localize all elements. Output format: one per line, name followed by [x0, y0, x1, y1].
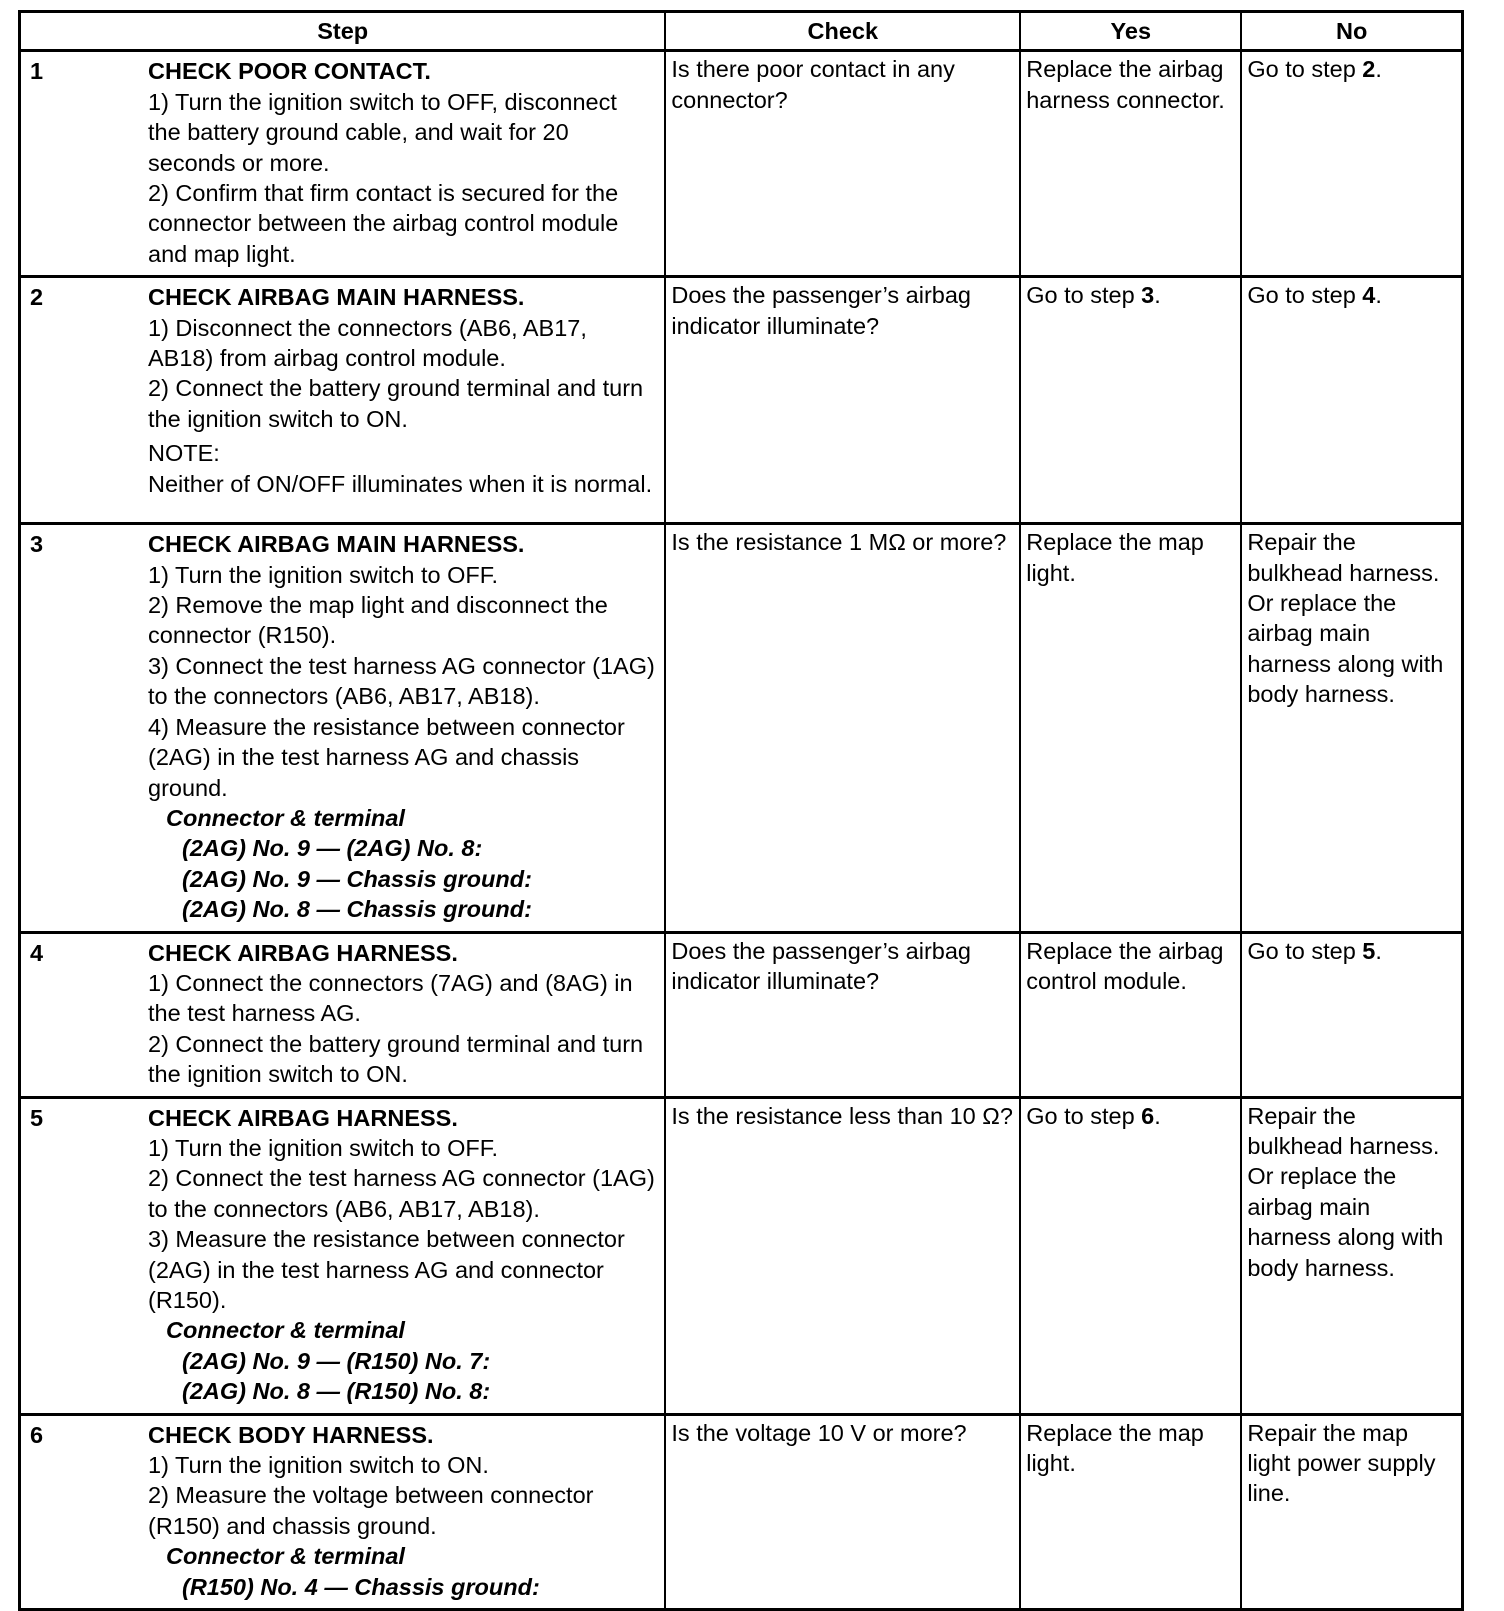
check-cell: Is there poor contact in any connector?: [665, 51, 1020, 277]
yes-cell: [1020, 277, 1241, 524]
connector-terminal-item: (2AG) No. 8 — Chassis ground:: [182, 896, 532, 923]
yes-prefix: Go to step: [1026, 1102, 1142, 1129]
step-cell: [20, 524, 666, 932]
step-instruction: 1) Turn the ignition switch to OFF.: [148, 561, 499, 588]
connector-terminal-item: (2AG) No. 9 — (2AG) No. 8:: [182, 835, 483, 862]
header-check: Check: [665, 12, 1020, 51]
no-prefix: Go to step: [1247, 282, 1363, 309]
no-cell: [1241, 932, 1462, 1097]
step-instruction: 1) Connect the connectors (7AG) and (8AG) in the test harness AG.: [148, 969, 633, 1027]
header-no: No: [1241, 12, 1462, 51]
connector-terminal-heading: Connector & terminal: [166, 1317, 405, 1344]
step-ref: 2: [1362, 56, 1376, 83]
step-number: 4: [30, 939, 44, 966]
step-instruction: 4) Measure the resistance between connector (2AG) in the test harness AG and chassis ground.: [148, 713, 625, 801]
step-instruction: 2) Measure the voltage between connector (R150) and chassis ground.: [148, 1482, 594, 1539]
connector-terminal-item: (R150) No. 4 — Chassis ground:: [182, 1573, 540, 1600]
step-ref: 5: [1362, 937, 1376, 964]
step-cell: [20, 1414, 666, 1609]
no-cell: Repair the bulkhead harness. Or replace the airbag main harness along with body harness.: [1241, 524, 1462, 932]
no-cell: [1241, 51, 1462, 277]
connector-terminal-item: (2AG) No. 8 — (R150) No. 8:: [182, 1378, 491, 1405]
step-instruction: 3) Connect the test harness AG connector (1AG) to the connectors (AB6, AB17, AB18).: [148, 652, 655, 710]
connector-terminal-heading: Connector & terminal: [166, 804, 405, 831]
connector-terminal-item: (2AG) No. 9 — Chassis ground:: [182, 865, 532, 892]
note-text: Neither of ON/OFF illuminates when it is normal.: [148, 470, 653, 497]
step-cell: [20, 1097, 666, 1414]
table-row: [20, 932, 1463, 1097]
step-cell: [20, 277, 666, 524]
step-cell: [20, 51, 666, 277]
connector-terminal-heading: Connector & terminal: [166, 1543, 405, 1570]
yes-cell: Replace the map light.: [1020, 524, 1241, 932]
header-step: Step: [20, 12, 666, 51]
check-cell: Is the resistance less than 10 Ω?: [665, 1097, 1020, 1414]
step-cell: [20, 932, 666, 1097]
step-instruction: 2) Confirm that firm contact is secured for the connector between the airbag control module and map light.: [148, 180, 619, 267]
table-row: [20, 1414, 1463, 1609]
no-prefix: Go to step: [1247, 56, 1363, 83]
no-suffix: .: [1375, 937, 1382, 964]
step-instruction: 2) Remove the map light and disconnect the connector (R150).: [148, 592, 608, 649]
step-ref: 3: [1141, 282, 1155, 309]
step-number: 6: [30, 1421, 44, 1448]
header-row: [20, 12, 1463, 51]
step-title: CHECK POOR CONTACT.: [148, 58, 431, 85]
table-row: [20, 51, 1463, 277]
check-cell: Is the voltage 10 V or more?: [665, 1414, 1020, 1609]
yes-cell: Replace the airbag harness connector.: [1020, 51, 1241, 277]
table-row: [20, 1097, 1463, 1414]
check-cell: Does the passenger’s airbag indicator illuminate?: [665, 277, 1020, 524]
step-title: CHECK AIRBAG MAIN HARNESS.: [148, 531, 525, 558]
step-title: CHECK AIRBAG MAIN HARNESS.: [148, 284, 525, 311]
step-title: CHECK AIRBAG HARNESS.: [148, 1104, 458, 1131]
step-instruction: 1) Turn the ignition switch to OFF, disconnect the battery ground cable, and wait for 20 seconds or more.: [148, 88, 617, 176]
yes-suffix: .: [1154, 1102, 1161, 1129]
yes-suffix: .: [1154, 282, 1161, 309]
yes-cell: Replace the airbag control module.: [1020, 932, 1241, 1097]
table-row: [20, 277, 1463, 524]
step-instruction: 2) Connect the test harness AG connector (1AG) to the connectors (AB6, AB17, AB18).: [148, 1165, 655, 1222]
step-instruction: 1) Turn the ignition switch to OFF.: [148, 1134, 499, 1161]
no-suffix: .: [1375, 282, 1382, 309]
note-label: NOTE:: [148, 440, 220, 467]
step-ref: 4: [1362, 282, 1376, 309]
step-ref: 6: [1141, 1102, 1155, 1129]
step-number: 1: [30, 58, 44, 85]
yes-prefix: Go to step: [1026, 282, 1142, 309]
no-suffix: .: [1375, 56, 1382, 83]
check-cell: Does the passenger’s airbag indicator illuminate?: [665, 932, 1020, 1097]
yes-cell: [1020, 1097, 1241, 1414]
step-title: CHECK AIRBAG HARNESS.: [148, 939, 458, 966]
step-instruction: 1) Disconnect the connectors (AB6, AB17, AB18) from airbag control module.: [148, 314, 587, 372]
step-instruction: 2) Connect the battery ground terminal and turn the ignition switch to ON.: [148, 375, 644, 432]
no-cell: Repair the bulkhead harness. Or replace the airbag main harness along with body harness.: [1241, 1097, 1462, 1414]
step-number: 5: [30, 1104, 44, 1131]
check-cell: Is the resistance 1 MΩ or more?: [665, 524, 1020, 932]
connector-terminal-item: (2AG) No. 9 — (R150) No. 7:: [182, 1347, 491, 1374]
no-prefix: Go to step: [1247, 937, 1363, 964]
table-row: [20, 524, 1463, 932]
no-cell: [1241, 277, 1462, 524]
step-instruction: 2) Connect the battery ground terminal and turn the ignition switch to ON.: [148, 1030, 644, 1088]
step-number: 3: [30, 531, 44, 558]
step-instruction: 3) Measure the resistance between connector (2AG) in the test harness AG and connector (R150).: [148, 1226, 625, 1313]
yes-cell: Replace the map light.: [1020, 1414, 1241, 1609]
step-number: 2: [30, 284, 44, 311]
step-title: CHECK BODY HARNESS.: [148, 1421, 434, 1448]
no-cell: Repair the map light power supply line.: [1241, 1414, 1462, 1609]
diagnostic-table: [18, 10, 1464, 1611]
step-instruction: 1) Turn the ignition switch to ON.: [148, 1452, 489, 1479]
header-yes: Yes: [1020, 12, 1241, 51]
